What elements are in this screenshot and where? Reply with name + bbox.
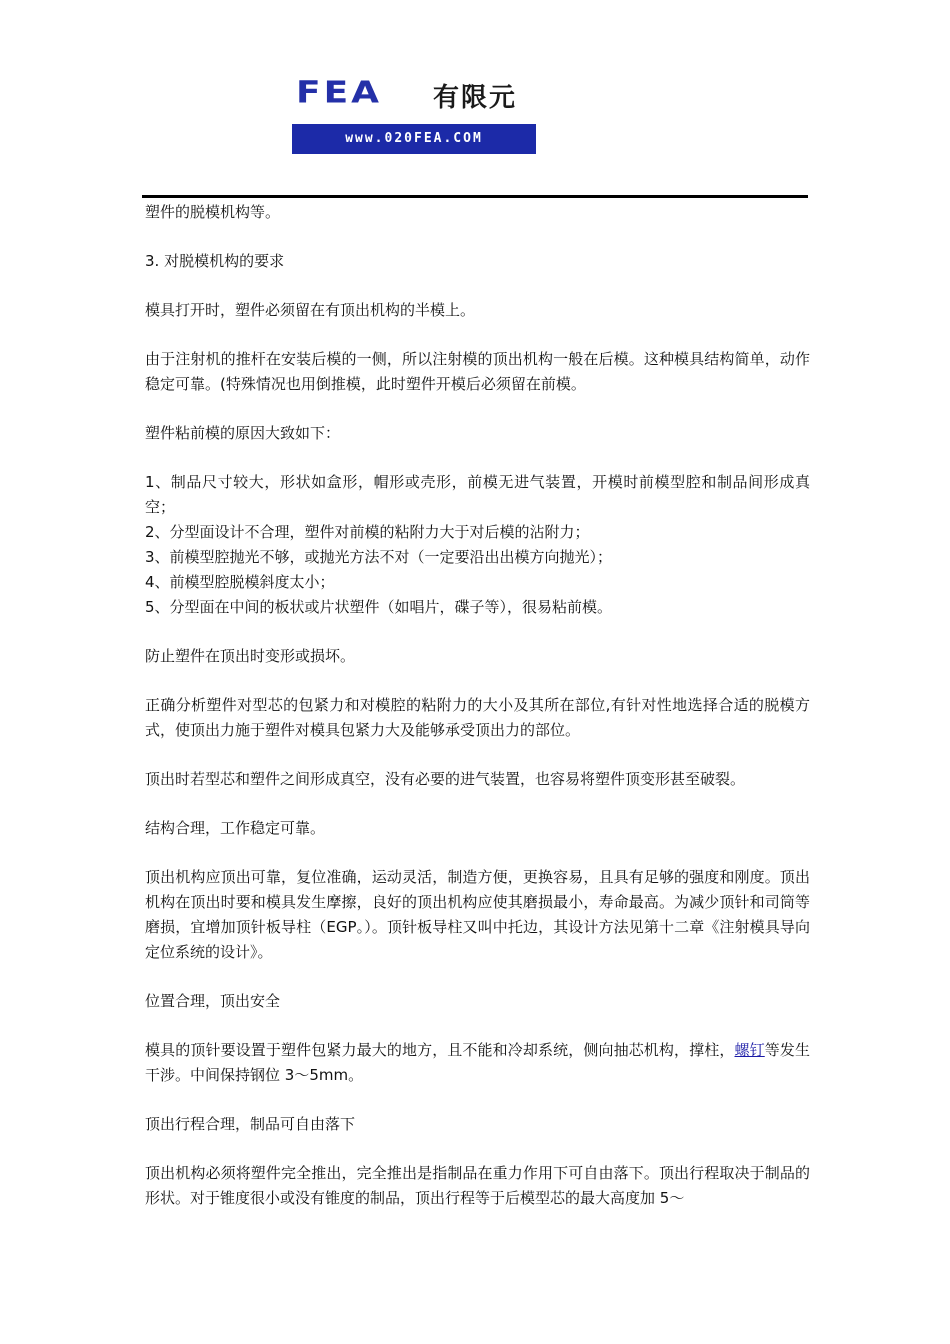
paragraph: 顶出机构应顶出可靠，复位准确，运动灵活，制造方便，更换容易，且具有足够的强度和刚度。顶出机构在顶出时要和模具发生摩擦，良好的顶出机构应使其磨损最小，寿命最高。为减少顶针和司筒等磨损，宜增加顶针板导柱（EGP。）。顶针板导柱又叫中托边，其设计方法见第十二章《注射模具导向定位系统的设计》。	[145, 868, 810, 961]
list-item: 5、分型面在中间的板状或片状塑件（如唱片，碟子等），很易粘前模。	[145, 598, 613, 616]
paragraph: 顶出机构必须将塑件完全推出，完全推出是指制品在重力作用下可自由落下。顶出行程取决于制品的形状。对于锥度很小或没有锥度的制品，顶出行程等于后模型芯的最大高度加 5～	[145, 1164, 810, 1207]
paragraph: 塑件的脱模机构等。	[145, 203, 281, 221]
header-rule	[142, 195, 808, 198]
paragraph: 塑件粘前模的原因大致如下：	[145, 424, 341, 442]
cause-list	[145, 470, 810, 620]
screw-link[interactable]: 螺钉	[734, 1041, 765, 1059]
list-item: 4、前模型腔脱模斜度太小；	[145, 573, 335, 591]
logo-url-text: www.020FEA.COM	[345, 131, 483, 146]
paragraph: 由于注射机的推杆在安装后模的一侧，所以注射模的顶出机构一般在后模。这种模具结构简单，动作稳定可靠。(特殊情况也用倒推模，此时塑件开模后必须留在前模。	[145, 350, 810, 393]
paragraph-text: 模具的顶针要设置于塑件包紧力最大的地方，且不能和冷却系统，侧向抽芯机构，撑柱，	[145, 1041, 735, 1059]
list-item: 3、前模型腔抛光不够，或抛光方法不对（一定要沿出出模方向抛光）；	[145, 548, 613, 566]
section-heading: 3. 对脱模机构的要求	[145, 252, 285, 270]
paragraph-text: 等发生干涉。中间保持钢位 3～5mm。	[145, 1041, 810, 1084]
paragraph: 模具打开时，塑件必须留在有顶出机构的半模上。	[145, 301, 476, 319]
document-body	[145, 200, 810, 1235]
logo	[292, 68, 536, 154]
paragraph: 防止塑件在顶出时变形或损坏。	[145, 647, 356, 665]
paragraph: 位置合理，顶出安全	[145, 992, 281, 1010]
paragraph: 顶出时若型芯和塑件之间形成真空，没有必要的进气装置，也容易将塑件顶变形甚至破裂。	[145, 770, 746, 788]
paragraph: 顶出行程合理，制品可自由落下	[145, 1115, 356, 1133]
logo-cn-text: 有限元	[433, 83, 518, 113]
paragraph	[145, 1038, 810, 1088]
logo-url-bar	[292, 124, 536, 154]
list-item: 1、制品尺寸较大，形状如盒形，帽形或壳形，前模无进气装置，开模时前模型腔和制品间形成真空；	[145, 473, 810, 516]
logo-fea-text: FEA	[296, 75, 383, 111]
paragraph: 正确分析塑件对型芯的包紧力和对模腔的粘附力的大小及其所在部位,有针对性地选择合适的脱模方式，使顶出力施于塑件对模具包紧力大及能够承受顶出力的部位。	[145, 696, 810, 739]
paragraph: 结构合理，工作稳定可靠。	[145, 819, 326, 837]
logo-top	[292, 68, 536, 122]
list-item: 2、分型面设计不合理，塑件对前模的粘附力大于对后模的沾附力；	[145, 523, 590, 541]
